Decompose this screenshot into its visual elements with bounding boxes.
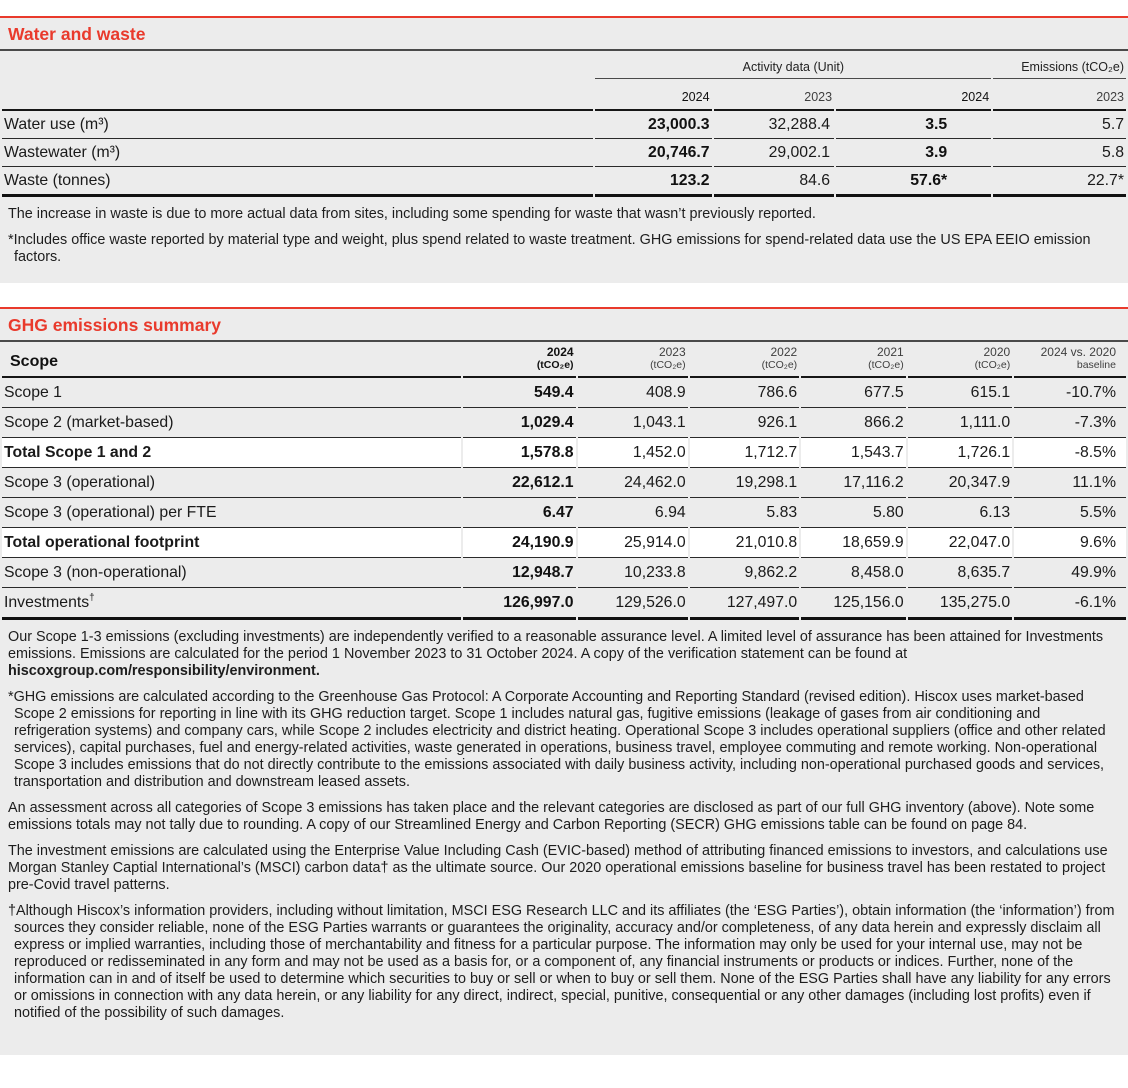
table-row-scope-1 bbox=[2, 378, 1126, 408]
cell-value: 20,347.9 bbox=[908, 468, 1013, 498]
col-header-2021: 2021 (tCO₂e) bbox=[801, 342, 906, 378]
cell-value: 1,726.1 bbox=[908, 438, 1013, 468]
cell-value: 549.4 bbox=[463, 378, 575, 408]
cell-value: 1,712.7 bbox=[690, 438, 800, 468]
row-label: Investments† bbox=[2, 588, 461, 620]
cell-value: 1,029.4 bbox=[463, 408, 575, 438]
waste-footnote: *Includes office waste reported by material type and weight, plus spend related to waste treatment. GHG emissions for spend-related data use the US EPA EEIO emission factors. bbox=[8, 232, 1091, 265]
emissions-group-header: Emissions (tCO₂e) bbox=[993, 51, 1126, 79]
cell-value: 8,635.7 bbox=[908, 558, 1013, 588]
cell-value: 129,526.0 bbox=[578, 588, 688, 620]
water-table-year-header-row bbox=[2, 79, 1126, 111]
scope3-assessment-note: An assessment across all categories of Scope 3 emissions has taken place and the relevant categories are disclosed as part of our full GHG inventory (above). Note some emissions totals may not tally due to rounding. A copy of our Streamlined Energy and Carbon Reporting (SECR) GHG emissions table can be found on page 84. bbox=[8, 800, 1095, 833]
cell-value: 866.2 bbox=[801, 408, 906, 438]
cell-value: 5.80 bbox=[801, 498, 906, 528]
row-label: Scope 1 bbox=[2, 378, 461, 408]
ghg-section-title: GHG emissions summary bbox=[0, 309, 1128, 342]
cell-value: -10.7% bbox=[1014, 378, 1126, 408]
ghg-emissions-section bbox=[0, 307, 1128, 1055]
cell-value: 24,190.9 bbox=[463, 528, 575, 558]
cell-value: -7.3% bbox=[1014, 408, 1126, 438]
cell-value: 5.83 bbox=[690, 498, 800, 528]
col-header-2024: 2024 (tCO₂e) bbox=[463, 342, 575, 378]
table-row-water-use bbox=[2, 111, 1126, 139]
cell-value: 19,298.1 bbox=[690, 468, 800, 498]
cell-value: 9.6% bbox=[1014, 528, 1126, 558]
activity-data-group-header: Activity data (Unit) bbox=[595, 51, 991, 79]
cell-value: 677.5 bbox=[801, 378, 906, 408]
table-row-investments bbox=[2, 588, 1126, 620]
ghg-notes bbox=[0, 629, 1128, 1022]
cell-value: 8,458.0 bbox=[801, 558, 906, 588]
cell-value: 125,156.0 bbox=[801, 588, 906, 620]
water-waste-table bbox=[0, 51, 1128, 197]
cell-value: 22.7* bbox=[993, 167, 1126, 197]
cell-value: 126,997.0 bbox=[463, 588, 575, 620]
cell-value: 22,612.1 bbox=[463, 468, 575, 498]
cell-value: 17,116.2 bbox=[801, 468, 906, 498]
cell-value: 1,111.0 bbox=[908, 408, 1013, 438]
cell-value: 1,452.0 bbox=[578, 438, 688, 468]
cell-value: 18,659.9 bbox=[801, 528, 906, 558]
water-table-group-header-row bbox=[2, 51, 1126, 79]
cell-value: 20,746.7 bbox=[595, 139, 711, 167]
cell-value: 3.5 bbox=[836, 111, 991, 139]
row-label: Scope 2 (market-based) bbox=[2, 408, 461, 438]
cell-value: 926.1 bbox=[690, 408, 800, 438]
row-label: Scope 3 (operational) bbox=[2, 468, 461, 498]
cell-value: 9,862.2 bbox=[690, 558, 800, 588]
water-table-label-spacer bbox=[2, 79, 593, 111]
row-label: Water use (m³) bbox=[2, 111, 593, 139]
cell-value: 49.9% bbox=[1014, 558, 1126, 588]
cell-value: 408.9 bbox=[578, 378, 688, 408]
cell-value: 615.1 bbox=[908, 378, 1013, 408]
cell-value: 84.6 bbox=[714, 167, 835, 197]
table-row-scope-2 bbox=[2, 408, 1126, 438]
cell-value: 23,000.3 bbox=[595, 111, 711, 139]
cell-value: 6.94 bbox=[578, 498, 688, 528]
cell-value: 786.6 bbox=[690, 378, 800, 408]
table-row-scope-3-operational bbox=[2, 468, 1126, 498]
cell-value: 21,010.8 bbox=[690, 528, 800, 558]
cell-value: 6.13 bbox=[908, 498, 1013, 528]
cell-value: 32,288.4 bbox=[714, 111, 835, 139]
row-label: Scope 3 (non-operational) bbox=[2, 558, 461, 588]
cell-value: 5.5% bbox=[1014, 498, 1126, 528]
row-label: Scope 3 (operational) per FTE bbox=[2, 498, 461, 528]
cell-value: 1,578.8 bbox=[463, 438, 575, 468]
row-label: Waste (tonnes) bbox=[2, 167, 593, 197]
cell-value: 127,497.0 bbox=[690, 588, 800, 620]
table-row-wastewater bbox=[2, 139, 1126, 167]
col-header-2023: 2023 (tCO₂e) bbox=[578, 342, 688, 378]
cell-value: 123.2 bbox=[595, 167, 711, 197]
row-label: Wastewater (m³) bbox=[2, 139, 593, 167]
cell-value: 22,047.0 bbox=[908, 528, 1013, 558]
cell-value: 1,543.7 bbox=[801, 438, 906, 468]
water-and-waste-section bbox=[0, 16, 1128, 283]
col-header-baseline: 2024 vs. 2020 baseline bbox=[1014, 342, 1126, 378]
water-table-corner-spacer bbox=[2, 51, 593, 79]
cell-value: 5.7 bbox=[993, 111, 1126, 139]
cell-value: 25,914.0 bbox=[578, 528, 688, 558]
dagger-marker: † bbox=[89, 592, 95, 604]
row-label: Total Scope 1 and 2 bbox=[2, 438, 461, 468]
cell-value: 5.8 bbox=[993, 139, 1126, 167]
col-header-2022: 2022 (tCO₂e) bbox=[690, 342, 800, 378]
emissions-year-2024-header: 2024 bbox=[836, 79, 991, 111]
scope-column-header: Scope bbox=[2, 342, 461, 378]
row-label: Total operational footprint bbox=[2, 528, 461, 558]
table-row-total-operational-footprint bbox=[2, 528, 1126, 558]
cell-value: 10,233.8 bbox=[578, 558, 688, 588]
table-row-scope-3-non-operational bbox=[2, 558, 1126, 588]
cell-value: -8.5% bbox=[1014, 438, 1126, 468]
emissions-year-2023-header: 2023 bbox=[993, 79, 1126, 111]
cell-value: 135,275.0 bbox=[908, 588, 1013, 620]
msci-disclaimer-footnote: †Although Hiscox’s information providers, including without limitation, MSCI ESG Research LLC and its affiliates (the ‘ESG Parties’), obtain information (the ‘information’) from sources they consider reliable, none of the ESG Parties warrants or guarantees the originality, accuracy and/or completeness, of any data herein and expressly disclaim all express or implied warranties, including those of merchantability and fitness for a particular purpose. The information may only be used for your internal use, may not be reproduced or redisseminated in any form and may not be used as a basis for, or a component of, any financial instruments or products or indices. Further, none of the information can in and of itself be used to determine which securities to buy or sell or when to buy or sell them. None of the ESG Parties shall have any liability for any errors or omissions in connection with any data herein, or any liability for any direct, indirect, special, punitive, consequential or any other damages (including lost profits) even if notified of the possibility of such damages. bbox=[8, 903, 1115, 1021]
activity-year-2023-header: 2023 bbox=[714, 79, 835, 111]
investment-emissions-note: The investment emissions are calculated using the Enterprise Value Including Cash (EVIC-based) method of attributing financed emissions to investors, and calculations use Morgan Stanley Captial International’s (MSCI) carbon data† as the ultimate source. Our 2020 operational emissions baseline for business travel has been restated to project pre-Covid travel patterns. bbox=[8, 843, 1108, 893]
cell-value: -6.1% bbox=[1014, 588, 1126, 620]
ghg-emissions-table bbox=[0, 342, 1128, 620]
cell-value: 12,948.7 bbox=[463, 558, 575, 588]
environment-url-text: hiscoxgroup.com/responsibility/environment. bbox=[8, 663, 320, 679]
col-header-2020: 2020 (tCO₂e) bbox=[908, 342, 1013, 378]
table-row-scope-3-per-fte bbox=[2, 498, 1126, 528]
waste-increase-note: The increase in waste is due to more actual data from sites, including some spending for waste that wasn’t previously reported. bbox=[8, 206, 816, 222]
cell-value: 3.9 bbox=[836, 139, 991, 167]
cell-value: 24,462.0 bbox=[578, 468, 688, 498]
cell-value: 29,002.1 bbox=[714, 139, 835, 167]
assurance-note: Our Scope 1-3 emissions (excluding investments) are independently verified to a reasonable assurance level. A limited level of assurance has been attained for Investments emissions. Emissions are calculated for the period 1 November 2023 to 31 October 2024. A copy of the verification statement can be found at hiscoxgroup.com/responsibility/environment. bbox=[8, 629, 1104, 679]
table-row-waste bbox=[2, 167, 1126, 197]
table-row-total-scope-1-2 bbox=[2, 438, 1126, 468]
water-notes bbox=[0, 206, 1128, 266]
cell-value: 6.47 bbox=[463, 498, 575, 528]
water-section-title: Water and waste bbox=[0, 18, 1128, 51]
activity-year-2024-header: 2024 bbox=[595, 79, 711, 111]
cell-value: 1,043.1 bbox=[578, 408, 688, 438]
ghg-table-header-row bbox=[2, 342, 1126, 378]
methodology-footnote: *GHG emissions are calculated according to the Greenhouse Gas Protocol: A Corporate Accounting and Reporting Standard (revised edition). Hiscox uses market-based Scope 2 emissions for reporting in line with its GHG reduction target. Scope 1 includes natural gas, fugitive emissions (leakage of gases from air conditioning and refrigeration systems) and company cars, while Scope 2 includes electricity and district heating. Operational Scope 3 includes operational suppliers (office and other related services), capital purchases, fuel and energy-related activities, waste generated in operations, business travel, employee commuting and remote working. Non-operational Scope 3 includes emissions that do not directly contribute to the emissions associated with daily business activity, including non-operational purchased goods and services, transportation and distribution and downstream leased assets. bbox=[8, 689, 1106, 790]
cell-value: 11.1% bbox=[1014, 468, 1126, 498]
esg-report-page bbox=[0, 16, 1128, 1055]
cell-value: 57.6* bbox=[836, 167, 991, 197]
